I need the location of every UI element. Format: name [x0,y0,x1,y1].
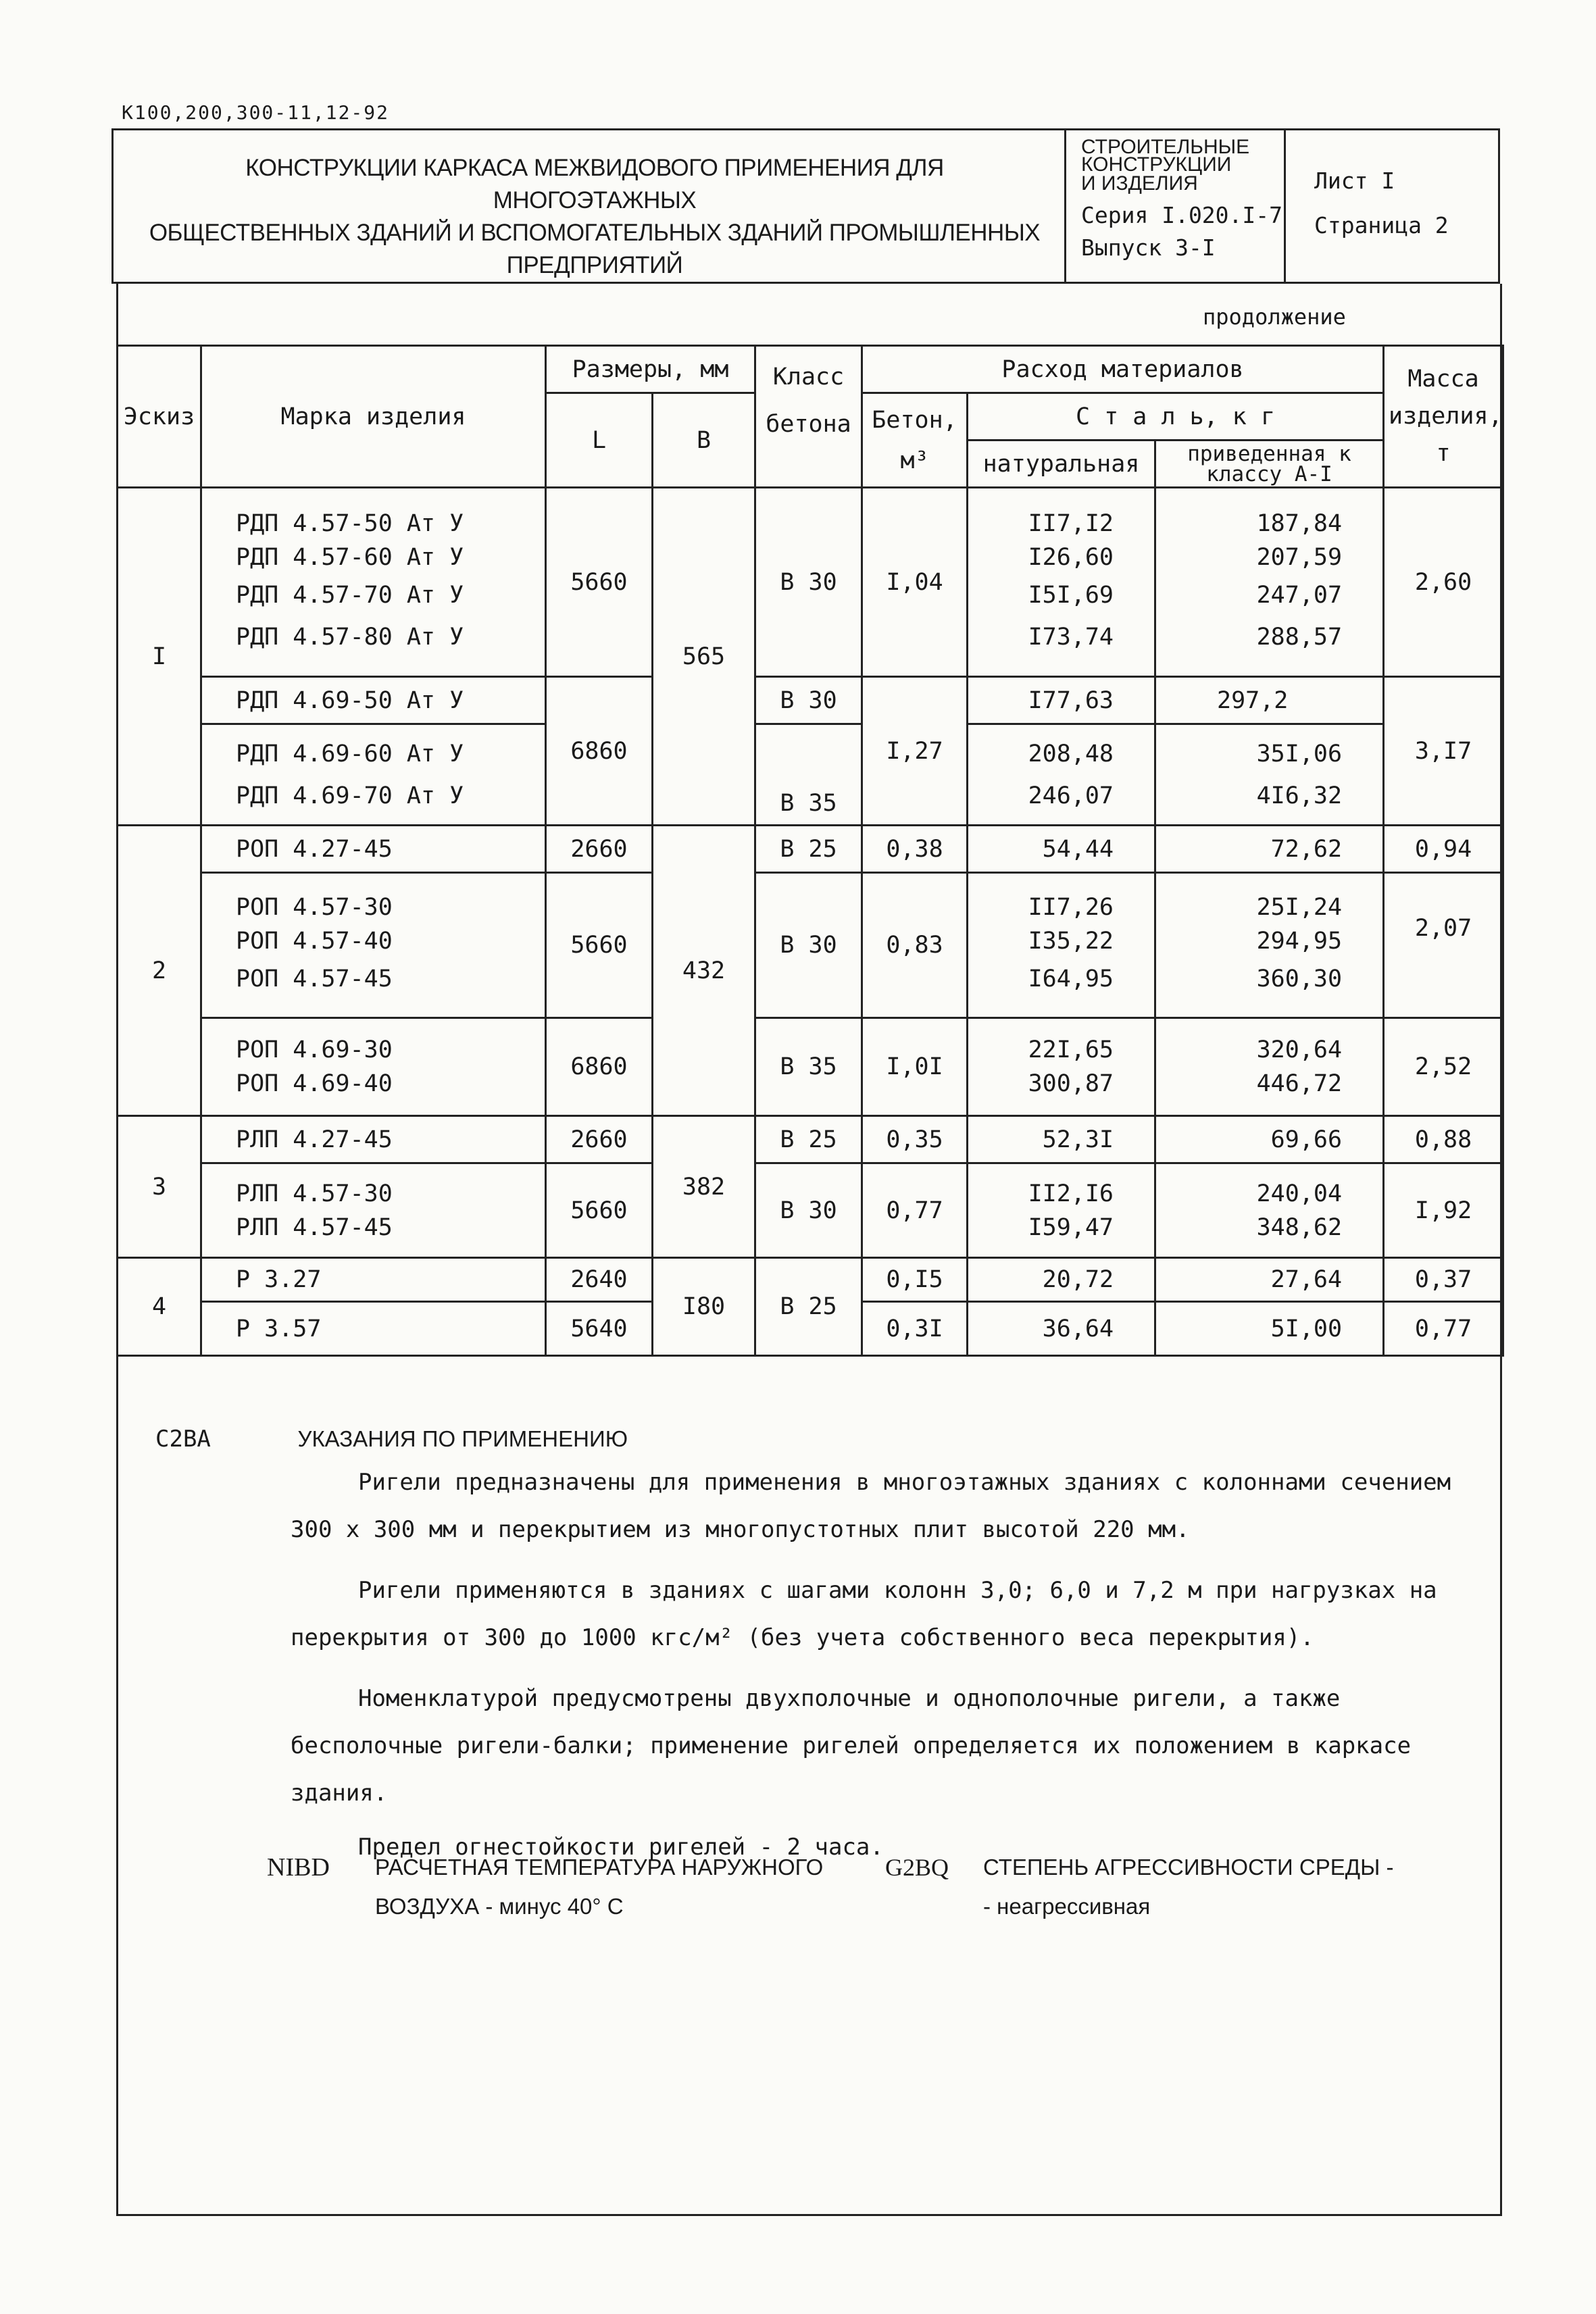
mark: РЛП 4.57-30 [236,1180,393,1207]
mark: РДП 4.57-50 Ат У [236,509,464,537]
natural-cell [968,1163,1155,1258]
header-consumption: Расход материалов [862,346,1384,393]
value: II2,I6 [1028,1180,1114,1207]
title-divider [1284,128,1286,284]
natural-cell [968,873,1155,1018]
mass-cell: 0,37 [1384,1258,1503,1302]
header-natural: натуральная [968,441,1155,488]
length-cell: 6860 [546,1018,653,1116]
value: 360,30 [1256,965,1343,992]
value: 320,64 [1256,1036,1343,1063]
header-sketch: Эскиз [118,346,201,488]
natural-cell: 52,3I [968,1116,1155,1163]
natural-cell [968,1018,1155,1116]
length-cell: 2640 [546,1258,653,1302]
header-concrete-class: Класс бетона [755,346,862,488]
width-cell: 565 [653,488,755,826]
sketch-cell: I [118,488,201,826]
value: 288,57 [1256,623,1343,651]
class-cell: В 30 [755,677,862,724]
value: 22I,65 [1028,1036,1114,1063]
concrete-cell: 0,83 [862,873,968,1018]
class-cell: В 25 [755,1116,862,1163]
title-divider [1064,128,1066,284]
length-cell: 2660 [546,1116,653,1163]
mass-cell: 0,94 [1384,826,1503,873]
notes-paragraph: Номенклатурой предусмотрены двухполочные и однополочные ригели, а также бесполочные ригели-балки; применение ригелей определяется их положением в каркасе здания. [291,1685,1412,1807]
mark-cell: РЛП 4.27-45 [201,1116,546,1163]
title-line: ОБЩЕСТВЕННЫХ ЗДАНИЙ И ВСПОМОГАТЕЛЬНЫХ ЗДАНИЙ ПРОМЫШЛЕННЫХ [149,220,1041,246]
title-line: КОНСТРУКЦИИ КАРКАСА МЕЖВИДОВОГО ПРИМЕНЕНИЯ ДЛЯ МНОГОЭТАЖНЫХ [245,155,944,213]
sketch-cell: 4 [118,1258,201,1356]
sketch-cell: 2 [118,826,201,1116]
class-cell: В 30 [755,873,862,1018]
natural-cell: 20,72 [968,1258,1155,1302]
sheet-block [1314,159,1449,248]
class-cell: В 35 [755,724,862,826]
mark-cell [201,873,546,1018]
mark: РОП 4.69-30 [236,1036,393,1063]
concrete-cell: 0,38 [862,826,968,873]
class-cell: В 25 [755,1258,862,1356]
class-cell: В 30 [755,488,862,677]
mark: РОП 4.57-40 [236,928,393,955]
length-cell: 5660 [546,1163,653,1258]
value: 246,07 [1028,782,1114,809]
title-line: ПРЕДПРИЯТИЙ [506,252,683,278]
section-code: G2BQ [885,1854,949,1881]
class-cell: В 25 [755,826,862,873]
mark: РДП 4.57-70 Ат У [236,581,464,609]
header-concrete: Бетон, м³ [862,393,968,488]
value: I35,22 [1028,928,1114,955]
reduced-cell: 5I,00 [1155,1302,1384,1356]
sketch-cell: 3 [118,1116,201,1258]
value: 348,62 [1256,1213,1343,1241]
section-code: C2BA [155,1426,211,1453]
reduced-cell: 27,64 [1155,1258,1384,1302]
concrete-cell: I,0I [862,1018,968,1116]
length-cell: 5640 [546,1302,653,1356]
class-cell: В 35 [755,1018,862,1116]
value: II7,I2 [1028,509,1114,537]
header-reduced: приведенная к классу А-I [1155,441,1384,488]
page-number: Страница 2 [1314,212,1449,238]
value: 294,95 [1256,928,1343,955]
value: I26,60 [1028,543,1114,571]
mark-cell: РДП 4.69-50 Ат У [201,677,546,724]
value: 207,59 [1256,543,1343,571]
width-cell: I80 [653,1258,755,1356]
temperature-line: РАСЧЕТНАЯ ТЕМПЕРАТУРА НАРУЖНОГО [375,1855,824,1880]
mark: РОП 4.57-30 [236,894,393,921]
mark-cell: Р 3.57 [201,1302,546,1356]
concrete-cell: 0,35 [862,1116,968,1163]
mark-cell: Р 3.27 [201,1258,546,1302]
natural-cell: 36,64 [968,1302,1155,1356]
materials-table [116,345,1504,1357]
length-cell: 6860 [546,677,653,826]
value: I64,95 [1028,965,1114,992]
value: 446,72 [1256,1070,1343,1097]
reduced-cell: 69,66 [1155,1116,1384,1163]
reduced-cell: 72,62 [1155,826,1384,873]
mark: РДП 4.57-80 Ат У [236,623,464,651]
length-cell: 5660 [546,873,653,1018]
reduced-cell [1155,1163,1384,1258]
mass-cell: 2,07 [1384,873,1503,1018]
document-reference: К100,200,300-11,12-92 [122,101,390,124]
mark: РДП 4.69-70 Ат У [236,782,464,809]
mark-cell [201,1163,546,1258]
header-sizes: Размеры, мм [546,346,755,393]
category-line: И ИЗДЕЛИЯ [1081,172,1198,195]
length-cell: 5660 [546,488,653,677]
concrete-cell: 0,3I [862,1302,968,1356]
value: 300,87 [1028,1070,1114,1097]
category-line: СТРОИТЕЛЬНЫЕ [1081,136,1250,158]
notes-paragraph: Предел огнестойкости ригелей - 2 часа. [358,1834,884,1861]
value: II7,26 [1028,894,1114,921]
temperature-block [267,1848,823,1926]
concrete-cell: 0,77 [862,1163,968,1258]
concrete-cell: 0,I5 [862,1258,968,1302]
header-B: B [653,393,755,488]
mark: РОП 4.57-45 [236,965,393,992]
mark: РДП 4.69-60 Ат У [236,740,464,768]
value: 240,04 [1256,1180,1343,1207]
aggressiveness-line: СТЕПЕНЬ АГРЕССИВНОСТИ СРЕДЫ - [983,1855,1394,1880]
header-steel: С т а л ь, к г [968,393,1384,441]
natural-cell [968,724,1155,826]
value: 208,48 [1028,740,1114,768]
length-cell: 2660 [546,826,653,873]
notes-heading: УКАЗАНИЯ ПО ПРИМЕНЕНИЮ [297,1426,628,1451]
concrete-cell: I,27 [862,677,968,826]
reduced-cell [1155,488,1384,677]
value: 35I,06 [1256,740,1343,768]
width-cell: 382 [653,1116,755,1258]
class-cell: В 30 [755,1163,862,1258]
value: 247,07 [1256,581,1343,609]
concrete-cell: I,04 [862,488,968,677]
aggressiveness-block [885,1848,1393,1926]
mass-cell: 0,77 [1384,1302,1503,1356]
reduced-cell: 297,2 [1155,677,1384,724]
category-line: КОНСТРУКЦИИ [1081,153,1232,176]
mark: РДП 4.57-60 Ат У [236,543,464,571]
series-block [1081,136,1284,261]
section-code: NIBD [267,1853,330,1882]
continuation-label: продолжение [1203,304,1346,330]
value: I5I,69 [1028,581,1114,609]
natural-cell: 54,44 [968,826,1155,873]
mark: РОП 4.69-40 [236,1070,393,1097]
value: I59,47 [1028,1213,1114,1241]
mass-cell: 2,52 [1384,1018,1503,1116]
mass-cell: I,92 [1384,1163,1503,1258]
mass-cell: 2,60 [1384,488,1503,677]
notes-heading-row [155,1415,1480,1463]
notes-paragraph: Ригели предназначены для применения в многоэтажных зданиях с колоннами сечением 300 х 300 мм и перекрытием из многопустотных плит высотой 220 мм. [291,1469,1451,1543]
issue-number: Выпуск 3-I [1081,234,1216,261]
temperature-line: ВОЗДУХА - минус 40° С [375,1894,624,1919]
aggressiveness-line: - неагрессивная [983,1894,1151,1919]
reduced-cell [1155,873,1384,1018]
mark-cell [201,724,546,826]
mark-cell [201,488,546,677]
value: 25I,24 [1256,894,1343,921]
header-mass: Масса изделия, т [1384,346,1503,488]
document-title [142,152,1047,282]
mark-cell: РОП 4.27-45 [201,826,546,873]
header-L: L [546,393,653,488]
value: I73,74 [1028,623,1114,651]
series-number: Серия I.020.I-7 [1081,202,1283,228]
application-notes [155,1415,1480,1871]
value: 4I6,32 [1256,782,1343,809]
mass-cell: 3,I7 [1384,677,1503,826]
mark-cell [201,1018,546,1116]
mass-cell: 0,88 [1384,1116,1503,1163]
width-cell: 432 [653,826,755,1116]
header-mark: Марка изделия [201,346,546,488]
notes-paragraph: Ригели применяются в зданиях с шагами колонн 3,0; 6,0 и 7,2 м при нагрузках на перекрытия от 300 до 1000 кгс/м² (без учета собственного веса перекрытия). [291,1577,1437,1651]
reduced-cell [1155,724,1384,826]
natural-cell [968,488,1155,677]
reduced-cell [1155,1018,1384,1116]
natural-cell: I77,63 [968,677,1155,724]
sheet-number: Лист I [1314,168,1395,194]
mark: РЛП 4.57-45 [236,1213,393,1241]
value: 187,84 [1256,509,1343,537]
